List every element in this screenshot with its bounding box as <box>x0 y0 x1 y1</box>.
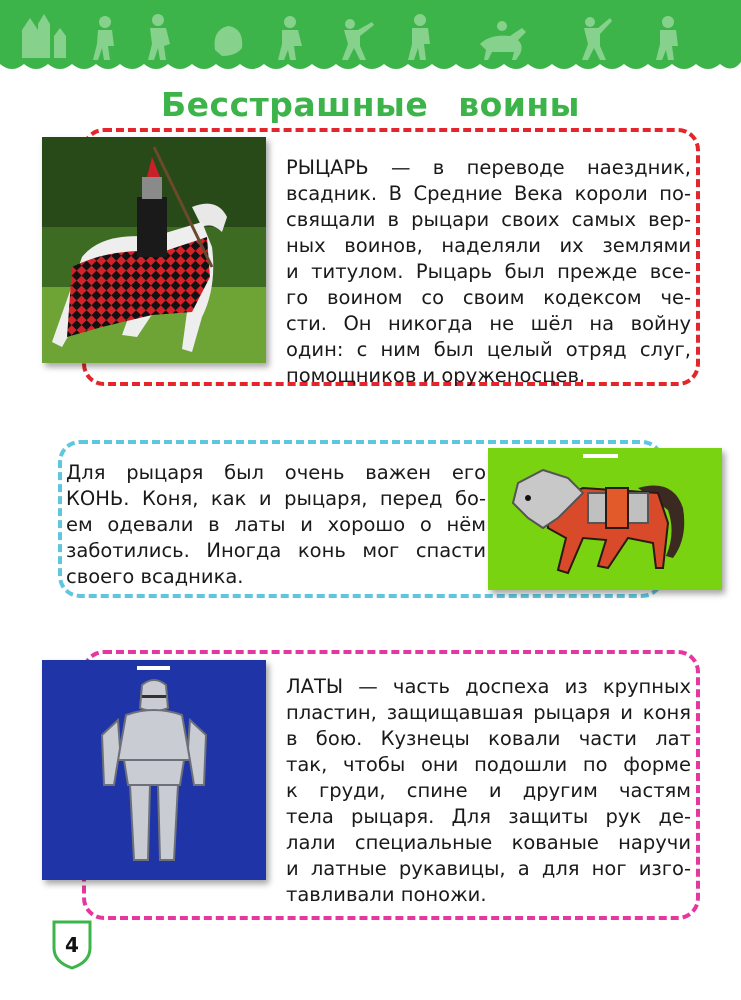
text-line: пластин, защищавшая рыцаря и коня <box>286 701 691 724</box>
plate-armor-photo <box>42 660 266 880</box>
text-line: в бою. Кузнецы ковали части лат <box>286 727 691 750</box>
header-banner <box>0 0 741 80</box>
text-line: своего всадника. <box>66 565 244 588</box>
text-line: РЫЦАРЬ — в переводе наездник, <box>286 156 691 179</box>
horse-description <box>66 460 486 590</box>
text-line: тавливали поножи. <box>286 883 487 906</box>
text-line: один: с ним был целый отряд слуг, <box>286 338 691 361</box>
text-line: ЛАТЫ — часть доспеха из крупных <box>286 675 691 698</box>
page-title: Бесстрашные воины <box>160 85 581 124</box>
text-line: так, чтобы они подошли по форме <box>286 753 691 776</box>
text-line: свящали в рыцари своих самых вер- <box>286 208 691 231</box>
text-line: Для рыцаря был очень важен его <box>66 461 486 484</box>
text-line: лали специальные кованые наручи <box>286 831 691 854</box>
text-line: всадник. В Средние Века короли по- <box>286 182 691 205</box>
text-line: помощников и оруженосцев. <box>286 364 586 387</box>
text-line: и латные рукавицы, а для ног изго- <box>286 857 691 880</box>
text-line: и титулом. Рыцарь был прежде все- <box>286 260 691 283</box>
text-line: сти. Он никогда не шёл на войну <box>286 312 691 335</box>
text-line: к груди, спине и другим частям <box>286 779 691 802</box>
text-line: го воином со своим кодексом че- <box>286 286 691 309</box>
knight-description <box>286 155 691 389</box>
armor-description <box>286 674 691 908</box>
armored-horse-illustration <box>488 448 722 590</box>
text-line: заботились. Иногда конь мог спасти <box>66 539 486 562</box>
text-line: ем одевали в латы и хорошо о нём <box>66 513 486 536</box>
text-line: КОНЬ. Коня, как и рыцаря, перед бо- <box>66 487 486 510</box>
text-line: ных воинов, наделяли их землями <box>286 234 691 257</box>
page-number: 4 <box>65 933 79 957</box>
page-number-badge <box>50 918 94 970</box>
knight-on-horse-photo <box>42 137 266 363</box>
text-line: тела рыцаря. Для защиты рук де- <box>286 805 691 828</box>
